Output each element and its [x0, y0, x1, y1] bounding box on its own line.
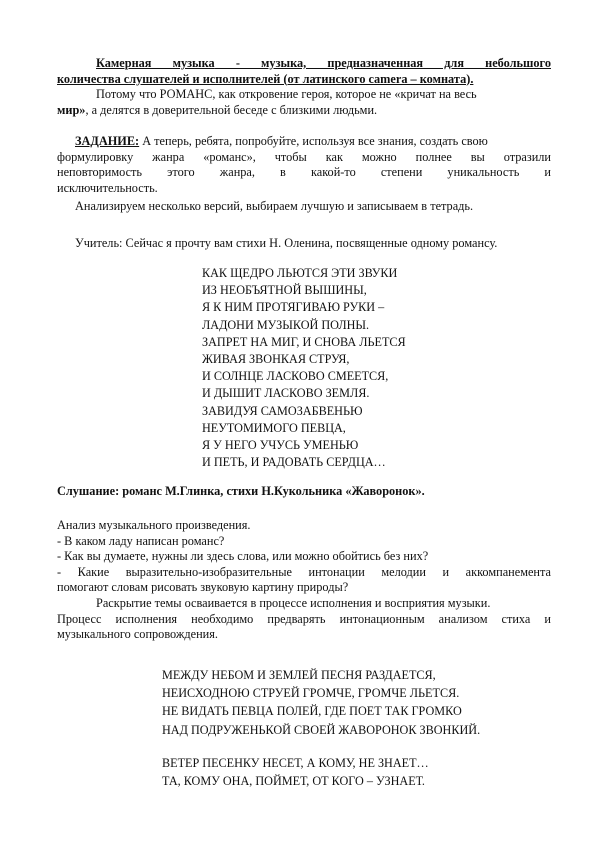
task-analysis: Анализируем несколько версий, выбираем лучшую и записываем в тетрадь. [75, 199, 474, 214]
poem-line: ТА, КОМУ ОНА, ПОЙМЕТ, ОТ КОГО – УЗНАЕТ. [162, 774, 425, 789]
poem-zhavoronok-stanza-1 [162, 666, 480, 739]
reveal-line-3: музыкального сопровождения. [57, 627, 218, 642]
intro-block [57, 56, 551, 118]
poem-line: Я У НЕГО УЧУСЬ УМЕНЬЮ [202, 438, 359, 453]
teacher-line: Учитель: Сейчас я прочту вам стихи Н. Оленина, посвященные одному романсу. [75, 236, 498, 250]
poem-zhavoronok-stanza-2 [162, 754, 429, 790]
task-line-2: формулировку жанра «романс», чтобы как можно полнее вы отразили [57, 149, 551, 164]
task-text-1: А теперь, ребята, попробуйте, используя все знания, создать свою [139, 134, 488, 148]
term-camera-music: Камерная музыка [96, 56, 215, 70]
poem-line: ЗАВИДУЯ САМОЗАБВЕНЬЮ [202, 403, 363, 418]
definition-text-1: - музыка, предназначенная для небольшого [214, 56, 551, 70]
poem-line: НАД ПОДРУЖЕНЬКОЙ СВОЕЙ ЖАВОРОНОК ЗВОНКИЙ. [162, 722, 481, 737]
romance-line-2 [57, 103, 551, 119]
definition-line-1 [57, 56, 551, 72]
analysis-block [57, 518, 551, 643]
poem-line: ЗАПРЕТ НА МИГ, И СНОВА ЛЬЕТСЯ [202, 334, 406, 349]
poem-line: Я К НИМ ПРОТЯГИВАЮ РУКИ – [202, 300, 385, 315]
question-1: - В каком ладу написан романс? [57, 533, 225, 548]
poem-line: ЛАДОНИ МУЗЫКОЙ ПОЛНЫ. [202, 317, 370, 332]
reveal-line-1: Раскрытие темы осваивается в процессе исполнения и восприятия музыки. [96, 595, 491, 610]
poem-olenin [202, 265, 406, 471]
task-line-1 [57, 134, 551, 150]
teacher-block [57, 236, 551, 252]
poem-line: И ПЕТЬ, И РАДОВАТЬ СЕРДЦА… [202, 455, 386, 470]
reveal-line-2: Процесс исполнения необходимо предварять интонационным анализом стиха и [57, 611, 551, 626]
task-line-4: исключительность. [57, 180, 158, 195]
poem-line: И СОЛНЦЕ ЛАСКОВО СМЕЕТСЯ, [202, 369, 389, 384]
romance-line-2-rest: , а делятся в доверительной беседе с близкими людьми. [85, 102, 378, 117]
listening-line: Слушание: романс М.Глинка, стихи Н.Кукольника «Жаворонок». [57, 484, 425, 498]
question-2: - Как вы думаете, нужны ли здесь слова, или можно обойтись без них? [57, 549, 429, 564]
poem-line: КАК ЩЕДРО ЛЬЮТСЯ ЭТИ ЗВУКИ [202, 266, 398, 280]
poem-line: НЕУТОМИМОГО ПЕВЦА, [202, 420, 346, 435]
poem-line: ИЗ НЕОБЪЯТНОЙ ВЫШИНЫ, [202, 283, 367, 298]
poem-line: ЖИВАЯ ЗВОНКАЯ СТРУЯ, [202, 352, 350, 367]
poem-line: НЕИСХОДНОЮ СТРУЕЙ ГРОМЧЕ, ГРОМЧЕ ЛЬЕТСЯ. [162, 686, 460, 701]
poem-line: МЕЖДУ НЕБОМ И ЗЕМЛЕЙ ПЕСНЯ РАЗДАЕТСЯ, [162, 668, 436, 682]
poem-line: ВЕТЕР ПЕСЕНКУ НЕСЕТ, А КОМУ, НЕ ЗНАЕТ… [162, 756, 429, 770]
task-label: ЗАДАНИЕ: [75, 134, 140, 148]
analysis-heading: Анализ музыкального произведения. [57, 518, 251, 532]
question-3-line-1: - Какие выразительно-изобразительные интонации мелодии и аккомпанемента [57, 564, 551, 579]
task-block [57, 134, 551, 215]
definition-line-2: количества слушателей и исполнителей (от латинского camera – комната). [57, 71, 474, 86]
listening-block [57, 484, 551, 500]
romance-mir-bold: мир» [57, 102, 86, 117]
romance-line-1: Потому что РОМАНС, как откровение героя, которое не «кричат на весь [96, 87, 477, 102]
poem-line: НЕ ВИДАТЬ ПЕВЦА ПОЛЕЙ, ГДЕ ПОЕТ ТАК ГРОМКО [162, 704, 462, 719]
poem-line: И ДЫШИТ ЛАСКОВО ЗЕМЛЯ. [202, 386, 370, 401]
task-line-3: неповторимость этого жанра, в какой-то степени уникальность и [57, 165, 551, 180]
question-3-line-2: помогают словам рисовать звуковую картину природы? [57, 580, 349, 595]
